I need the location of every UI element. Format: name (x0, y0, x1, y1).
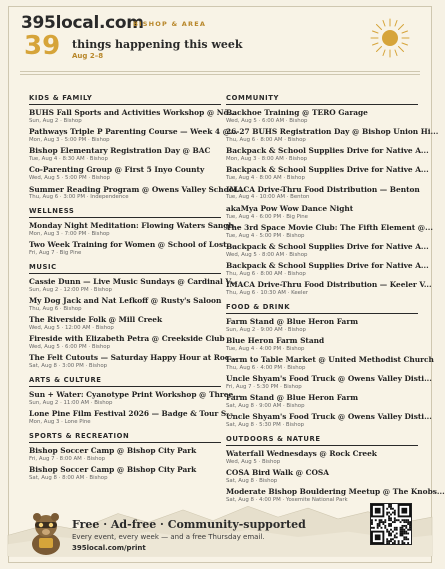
event-item[interactable] (29, 240, 235, 257)
tagline: things happening this week (72, 38, 243, 51)
event-meta: Tue, Aug 4 · 5:00 PM · Bishop (226, 232, 305, 239)
event-meta: Fri, Aug 7 · Big Pine (29, 250, 82, 257)
event-item[interactable] (226, 280, 432, 297)
event-title: akaMya Pow Wow Dance Night (226, 203, 354, 213)
section-heading: MUSIC (29, 263, 221, 274)
event-item[interactable] (226, 374, 432, 391)
event-item[interactable] (29, 127, 238, 144)
event-title: The Felt Cutouts — Saturday Happy Hour at Roc... (29, 353, 237, 363)
event-title: Moderate Bishop Bouldering Meetup @ The Knobs... (226, 487, 445, 497)
event-title: My Dog Jack and Nat Lefkoff @ Rusty's Saloon (29, 296, 222, 305)
event-meta: Sat, Aug 8 · 3:00 PM · Bishop (29, 363, 108, 370)
event-meta: Mon, Aug 3 · 8:00 AM · Bishop (226, 156, 308, 163)
event-item[interactable] (29, 166, 221, 182)
event-title: Backpack & School Supplies Drive for Native A... (226, 261, 429, 270)
event-meta: Wed, Aug 5 · 8:00 AM · Bishop (226, 251, 308, 258)
event-item[interactable] (29, 221, 242, 238)
event-title: Uncle Shyam's Food Truck @ Owens Valley Disti... (226, 412, 432, 422)
event-title: The 3rd Space Movie Club: The Fifth Element @... (226, 222, 433, 232)
event-item[interactable] (29, 316, 221, 332)
site-logo[interactable]: 395local.com (21, 13, 144, 33)
event-item[interactable] (29, 184, 245, 202)
event-meta: Wed, Aug 5 · 12:00 AM · Bishop (29, 325, 114, 331)
event-item[interactable] (29, 390, 241, 407)
event-item[interactable] (29, 447, 221, 463)
event-item[interactable] (226, 261, 429, 278)
event-meta: Fri, Aug 7 · 8:00 AM · Bishop (29, 455, 106, 462)
event-title: Co-Parenting Group @ First 5 Inyo County (29, 165, 205, 175)
event-title: Fireside with Elizabeth Petra @ Creekside Club (29, 334, 225, 344)
header-rule (20, 71, 420, 72)
event-title: 26-27 BUHS Registration Day @ Bishop Union Hi... (226, 127, 439, 137)
event-title: Backpack & School Supplies Drive for Native A... (226, 146, 429, 156)
event-meta: Fri, Aug 7 · 5:30 PM · Bishop (226, 384, 302, 390)
qr-code[interactable] (370, 503, 412, 545)
header-rule-2 (20, 74, 420, 75)
event-title: IMACA Drive-Thru Food Distribution — Keeler V... (226, 280, 432, 290)
event-item[interactable] (226, 450, 418, 466)
event-item[interactable] (226, 355, 434, 372)
event-title: Farm to Table Market @ United Methodist Church (226, 355, 434, 364)
event-title: BUHS Fall Sports and Activities Workshop @ Nō... (29, 108, 237, 117)
event-item[interactable] (226, 205, 418, 221)
section-heading: COMMUNITY (226, 94, 418, 105)
event-meta: Wed, Aug 5 · 6:00 PM · Bishop (29, 344, 110, 351)
event-meta: Thu, Aug 6 · Bishop (29, 305, 82, 312)
event-title: Monday Night Meditation: Flowing Waters Sangh... (29, 221, 242, 231)
event-item[interactable] (226, 412, 432, 429)
event-title: Lone Pine Film Festival 2026 — Badge & Tour S... (29, 409, 234, 419)
event-item[interactable] (226, 222, 433, 240)
event-item[interactable] (29, 334, 225, 351)
event-meta: Tue, Aug 4 · 10:00 AM · Benton (226, 194, 310, 201)
event-meta: Sat, Aug 8 · 8:00 AM · Bishop (29, 474, 108, 481)
event-title: Backpack & School Supplies Drive for Native A... (226, 241, 429, 251)
event-title: Uncle Shyam's Food Truck @ Owens Valley Disti... (226, 374, 432, 384)
event-meta: Thu, Aug 6 · 8:00 AM · Bishop (226, 270, 306, 277)
left-column (29, 94, 245, 485)
event-title: Bishop Soccer Camp @ Bishop City Park (29, 445, 197, 455)
event-meta: Sat, Aug 8 · 9:00 AM · Bishop (226, 403, 305, 410)
event-meta: Tue, Aug 4 · 6:00 PM · Big Pine (226, 213, 308, 220)
footer-headline: Free · Ad-free · Community-supported (72, 518, 306, 531)
event-meta: Sun, Aug 2 · 9:00 AM · Bishop (226, 326, 306, 333)
event-meta: Wed, Aug 5 · 5:00 PM · Bishop (29, 175, 110, 182)
event-title: Backpack & School Supplies Drive for Native A... (226, 165, 429, 175)
event-meta: Tue, Aug 4 · 4:00 PM · Bishop (226, 345, 305, 352)
section-heading: FOOD & DRINK (226, 303, 418, 314)
event-item[interactable] (226, 165, 429, 182)
event-title: COSA Bird Walk @ COSA (226, 468, 329, 478)
event-meta: Mon, Aug 3 · 5:00 PM · Bishop (29, 137, 110, 143)
event-meta: Tue, Aug 4 · 8:00 AM · Bishop (226, 175, 305, 182)
event-item[interactable] (29, 147, 221, 163)
event-title: The Riverside Folk @ Mill Creek (29, 315, 163, 325)
sun-icon (368, 16, 412, 60)
event-item[interactable] (226, 469, 418, 485)
event-item[interactable] (226, 127, 439, 144)
event-title: Pathways Triple P Parenting Course — Week 4 @... (29, 127, 238, 137)
event-title: Summer Reading Program @ Owens Valley School... (29, 184, 245, 194)
section-heading: OUTDOORS & NATURE (226, 435, 418, 446)
event-item[interactable] (29, 409, 234, 426)
event-title: Backhoe Training @ TERO Garage (226, 108, 368, 117)
event-meta: Wed, Aug 5 · 6:00 AM · Bishop (226, 117, 308, 124)
event-item[interactable] (29, 108, 237, 125)
event-title: Farm Stand @ Blue Heron Farm (226, 316, 359, 326)
event-item[interactable] (226, 186, 418, 202)
event-meta: Sat, Aug 8 · 4:00 PM · Yosemite National Park (226, 497, 348, 504)
event-count: 39 (24, 31, 61, 61)
event-meta: Sun, Aug 2 · 12:00 PM · Bishop (29, 286, 112, 293)
section-heading: WELLNESS (29, 207, 221, 218)
bear-mascot-icon (26, 510, 66, 556)
event-meta: Thu, Aug 6 · 4:00 PM · Bishop (226, 364, 306, 371)
event-item[interactable] (29, 353, 237, 370)
event-meta: Thu, Aug 6 · 3:00 PM · Independence (29, 194, 129, 201)
event-meta: Wed, Aug 5 · Bishop (226, 458, 281, 465)
event-title: Farm Stand @ Blue Heron Farm (226, 393, 359, 403)
event-meta: Tue, Aug 4 · 8:30 AM · Bishop (29, 156, 108, 163)
event-item[interactable] (29, 466, 221, 482)
event-meta: Thu, Aug 6 · 8:00 AM · Bishop (226, 137, 306, 143)
event-meta: Sun, Aug 2 · Bishop (29, 117, 82, 124)
event-title: Sun + Water: Cyanotype Print Workshop @ Three... (29, 390, 241, 399)
event-meta: Mon, Aug 3 · Lone Pine (29, 419, 91, 425)
section-heading: SPORTS & RECREATION (29, 432, 221, 443)
event-title: Cassie Dunn — Live Music Sundays @ Cardinal V... (29, 276, 238, 286)
footer-url[interactable]: 395local.com/print (72, 544, 146, 552)
event-item[interactable] (29, 276, 238, 294)
footer-subline: Every event, every week — and a free Thursday email. (72, 533, 265, 541)
event-title: Bishop Elementary Registration Day @ BAC (29, 146, 211, 156)
event-meta: Thu, Aug 6 · 10:30 AM · Keeler (226, 290, 309, 296)
event-item[interactable] (226, 337, 418, 353)
event-item[interactable] (29, 297, 221, 313)
event-title: Bishop Soccer Camp @ Bishop City Park (29, 464, 197, 474)
event-title: Two Week Training for Women @ School of Lost... (29, 240, 235, 250)
section-heading: ARTS & CULTURE (29, 376, 221, 387)
event-title: Blue Heron Farm Stand (226, 335, 325, 345)
event-item[interactable] (226, 318, 418, 334)
event-title: IMACA Drive-Thru Food Distribution — Benton (226, 184, 420, 194)
event-item[interactable] (226, 109, 418, 125)
event-meta: Sun, Aug 2 · 11:00 AM · Bishop (29, 399, 113, 406)
event-meta: Sat, Aug 8 · 5:30 PM · Bishop (226, 422, 305, 429)
event-meta: Mon, Aug 3 · 7:00 PM · Bishop (29, 231, 110, 237)
right-column (226, 94, 445, 507)
area-label: BISHOP & AREA (133, 20, 207, 28)
event-item[interactable] (226, 394, 418, 410)
section-heading: KIDS & FAMILY (29, 94, 221, 105)
event-meta: Sat, Aug 8 · Bishop (226, 478, 278, 484)
date-range: Aug 2–8 (72, 52, 104, 60)
event-item[interactable] (226, 146, 429, 163)
event-item[interactable] (226, 241, 429, 259)
event-title: Waterfall Wednesdays @ Rock Creek (226, 449, 377, 458)
